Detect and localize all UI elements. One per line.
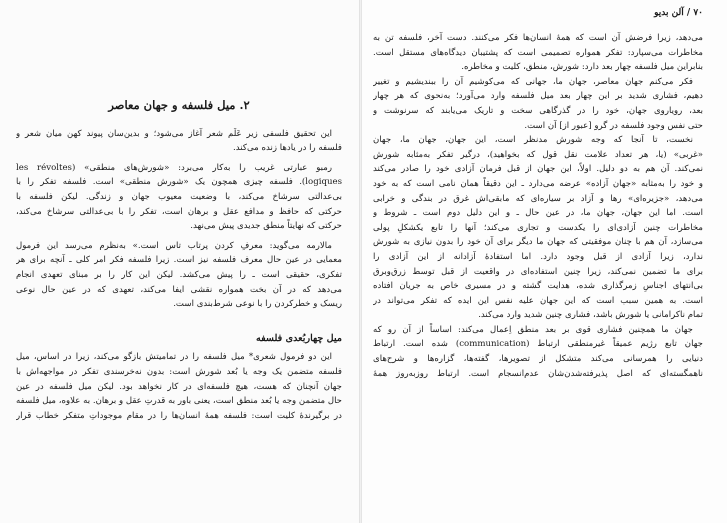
text-line: بنابراین میل فلسفه چهار بعد دارد: شورش، منطق، کلیت و مخاطره. bbox=[461, 62, 703, 73]
text-line: فکر می‌کنم جهان معاصر، جهان ما، جهانی که می‌کوشیم آن را ببندیشیم و تغییر bbox=[373, 76, 693, 87]
text-line: جهان آنچنان که هست، هیچ فلسفه‌ای در کار نخواهد بود. لیکن میل فلسفه در عین bbox=[16, 381, 342, 392]
right-page bbox=[361, 0, 727, 523]
four-dimension-paragraph bbox=[16, 350, 342, 423]
text-line: می‌دهد، زیرا فرضش آن است که همهٔ انسان‌ها فکر می‌کنند. دست آخر، فلسفه تن به bbox=[373, 33, 703, 43]
text-line: مخاطرات چنین آزادی‌ای را یکدست و تجاری می‌کند؛ آنها را تابع یکشکلِ پولی bbox=[373, 222, 703, 233]
rimbaud-paragraph bbox=[16, 161, 342, 234]
mallarme-paragraph bbox=[16, 239, 342, 312]
subheading: میل چهاربُعدی فلسفه bbox=[255, 332, 342, 344]
text-line: می‌دهد که در آن بخت همواره نقشی ایفا می‌کند، تعهدی که در عین حال نوعی bbox=[16, 284, 342, 295]
section-title: ۲. میل فلسفه و جهان معاصر bbox=[108, 98, 250, 112]
text-line: logiques). فلسفه چیزی همچون یک «شورش منطقی» است. فلسفه تفکر را با bbox=[16, 177, 342, 188]
text-line: مالارمه می‌گوید: معرفِ کردن پرتاب تاس است.» به‌نظرم می‌رسد این فرمول bbox=[16, 240, 332, 251]
text-line: نمی‌کند. آن هم به دو دلیل. اولاً، این جهان از قبل فرمان آزادی خود را صادر می‌کند bbox=[373, 164, 703, 175]
text-line: است. به همین سبب است که این جهان علیه نفس این ایده که تفکر می‌تواند در bbox=[373, 295, 703, 306]
text-line: در برگیرندهٔ کلیت است: فلسفه همهٔ انسان‌ها را در مقام موجوداتِ متفکر خطاب قرار bbox=[16, 410, 342, 421]
text-line: حرکتی که نهایتاً منطق جدیدی پیش می‌نهد. bbox=[190, 221, 342, 232]
text-line: می‌دهد، «جزیره‌ای» رها و آزاد بر سیاره‌ای که مابقی‌اش غرق در بندگی و خرابی bbox=[373, 193, 703, 204]
running-head: ۷۰ / آلن بدیو bbox=[654, 8, 703, 18]
text-line: حرکتی که حافظ و مدافع عقل و برهان است، تفکر را با بی‌عدالتی سرشاخ می‌کند، bbox=[16, 206, 342, 217]
text-line: جهان ما همچنین فشاری قوی بر بعد منطق اِعمال می‌کند: اساساً از آن رو که bbox=[373, 324, 693, 335]
text-line: تفکری، حقیقی است ـ را پیش می‌کشد. لیکن این کار را بر مبنای تعهدی انجام bbox=[16, 269, 342, 280]
right-page-body bbox=[373, 31, 703, 381]
text-line: برای ما تضمین نمی‌کند، زیرا چنین استفاده‌ای در واقعیت از قبل توسط زرق‌وبرق bbox=[373, 266, 703, 277]
text-line: این تحقیق فلسفی زیر عَلَم شعر آغاز می‌شود؛ و بدین‌سان پیوند کهن میان شعر و bbox=[16, 128, 332, 139]
text-line: ریسک و خطرکردن را با نوعی شرط‌بندی است. bbox=[173, 299, 342, 310]
text-line: بی‌انتهای اجناسِ زمرگذاری شده، هدایت گشته و در مسیری خاص به جریان افتاده bbox=[373, 281, 703, 292]
text-line: تمام ناکرامانی یا شورش باشد، فشاری چنین شدید وارد می‌کند. bbox=[478, 310, 703, 321]
text-line: معمایی در عین حال معرف فلسفه نیز است. زیرا فلسفه فکر امر کلی ـ آنچه برای هر bbox=[16, 255, 342, 266]
text-line: ناهمگسته‌ای که اصل پذیرفته‌شدن‌شان عدم‌انسجام است. ارتباط روزبه‌روز همهٔ bbox=[373, 368, 703, 379]
book-gutter bbox=[359, 0, 362, 523]
text-line: و خود را به‌مثابه «جهان آزاده» عرضه می‌دارد ـ این دقیقاً همان نامی است که به خود bbox=[373, 178, 703, 189]
intro-paragraph bbox=[16, 127, 342, 156]
left-page bbox=[0, 0, 361, 523]
text-line: حتی نفس وجود فلسفه در گرو [عبور از] آن است. bbox=[524, 120, 703, 131]
text-line: رمبو عبارتی غریب را به‌کار می‌برد: «شورش‌های منطقی» (les révoltes bbox=[16, 162, 332, 173]
text-line: ندارد، زیرا آزادی از قبل وجود دارد. اما استفادهٔ آزادانه از این آزادی را bbox=[373, 251, 703, 262]
text-line: دنیایی را همرسانی می‌کند متشکل از تصویرها، گفته‌ها، گزاره‌ها و شرح‌های bbox=[373, 354, 703, 365]
text-line: این دو فرمول شعری* میل فلسفه را در تمامیتش بازگو می‌کند، زیرا در اساس، میل bbox=[16, 352, 332, 363]
text-line: دهیم، فشاری شدید بر این چهار بعد میل فلسفه وارد می‌آورد؛ به‌نحوی که هر چهار bbox=[373, 91, 703, 102]
text-line: فلسفه متضمن یک وجه یا بُعد شورش است: بدون نه‌خرسندی تفکر در مواجهه‌اش با bbox=[16, 366, 342, 377]
text-line: مخاطرات می‌سپارد: تفکر همواره تصمیمی است که پشتیبان دیدگاه‌های مستقل است. bbox=[373, 47, 703, 58]
text-line: جهان تابع رژیم عمیقاً غیرمنطقی ارتباط (communication) شده است. ارتباط bbox=[373, 339, 703, 350]
text-line: است. اما این جهان، جهان ما، در عین حال ـ و این دلیل دوم است ـ شروط و bbox=[373, 208, 703, 219]
text-line: «غربی» (یا، هر تعداد علامت نقل قول که بخواهید)، درگیر تفکر به‌مثابه شورش bbox=[373, 149, 703, 160]
text-line: می‌سازد، آن هم با چنان موفقیتی که جهان ما دیگر برای آن خود را بدون نیازی به شورش bbox=[373, 237, 703, 248]
text-line: فلسفه را در یادها زنده می‌کند. bbox=[233, 143, 342, 154]
text-line: بعد، رویاروی جهان، خود را در گذرگاهی سخت و تاریک می‌یابند که سرنوشت و bbox=[373, 105, 703, 116]
text-line: بی‌عدالتی سرشاخ می‌کند، با وضعیت معیوب جهان و زندگی. لیکن فلسفه با bbox=[16, 191, 342, 202]
text-line: حال متضمن وجه یا بُعد منطق است، یعنی باور به قدرتِ عقل و برهان. به علاوه، میل فلسفه bbox=[16, 396, 342, 407]
text-line: نخست، تا آنجا که وجه شورش مدنظر است، این جهان، جهان ما، جهان bbox=[373, 135, 693, 146]
